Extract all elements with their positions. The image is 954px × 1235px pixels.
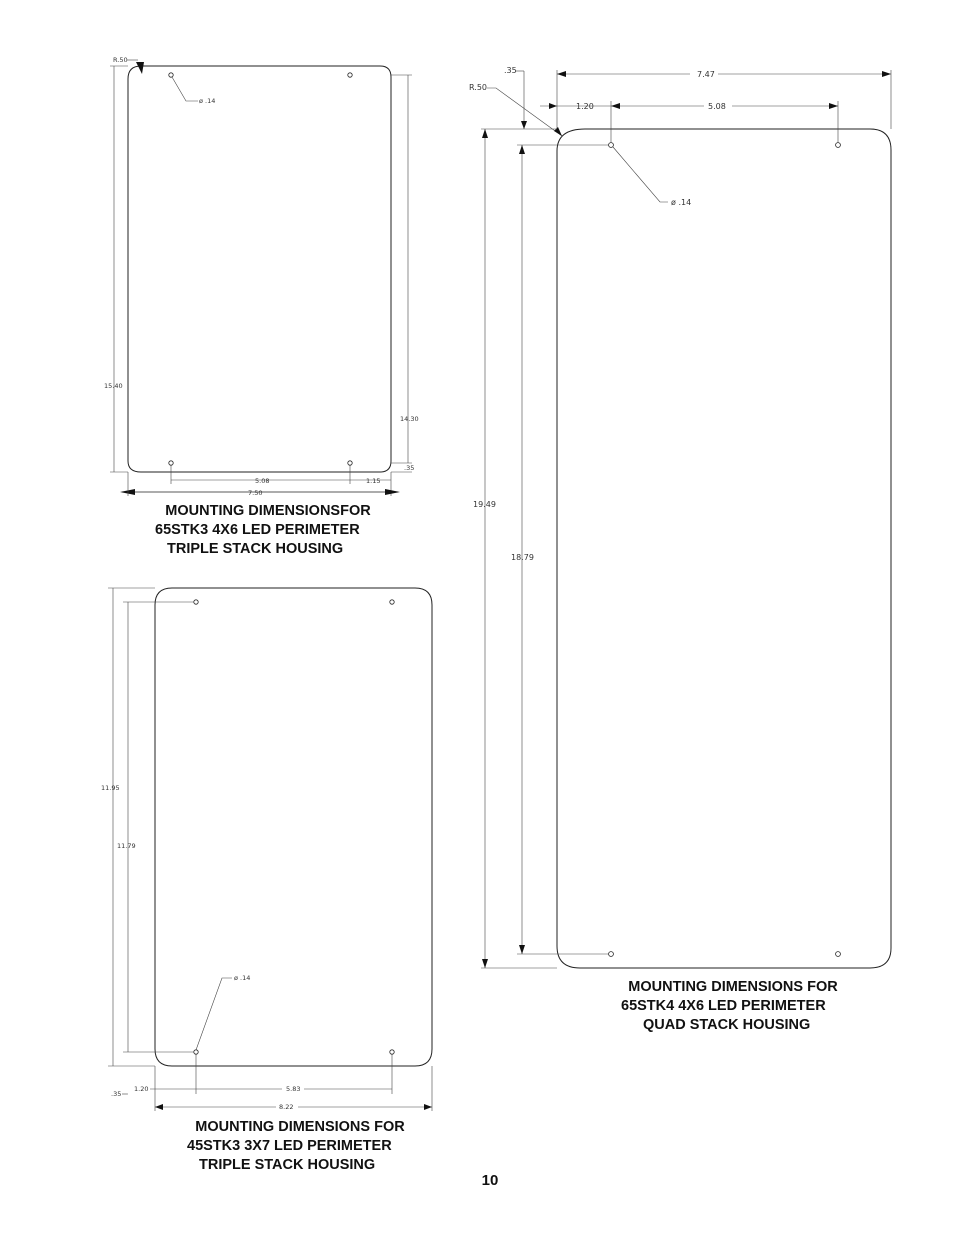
dim-hole-spacing: 5.08 (255, 477, 270, 485)
dim-radius: R.50 (469, 83, 487, 92)
dim-hole-offset: 1.15 (366, 477, 381, 485)
caption-line: TRIPLE STACK HOUSING (167, 541, 344, 557)
dim-height-holes: 14.30 (400, 415, 419, 423)
caption-line: 65STK3 4X6 LED PERIMETER (155, 522, 360, 538)
caption-line: QUAD STACK HOUSING (643, 1017, 811, 1033)
mount-hole (609, 143, 614, 148)
plate-outline-45stk3 (155, 588, 432, 1066)
caption-45stk3 (182, 1118, 418, 1175)
mount-hole (836, 952, 841, 957)
plate-outline-65stk4 (557, 129, 891, 968)
dim-width-overall: 7.47 (697, 70, 715, 79)
mount-hole (836, 143, 841, 148)
dim-width-overall: 8.22 (279, 1103, 294, 1111)
dim-hole-diameter: ø .14 (671, 198, 692, 207)
mount-hole (169, 73, 173, 77)
dim-hole-offset: 1.20 (134, 1085, 149, 1093)
mount-hole (609, 952, 614, 957)
dim-edge: .35 (504, 66, 517, 75)
drawing-65stk4 (469, 66, 891, 968)
page-number: 10 (481, 1172, 499, 1189)
dim-hole-diameter: ø .14 (234, 974, 251, 982)
mount-hole (348, 461, 352, 465)
dim-edge: .35 (404, 464, 415, 472)
mount-hole (194, 1050, 198, 1054)
mount-hole (348, 73, 352, 77)
caption-line: 65STK4 4X6 LED PERIMETER (621, 998, 826, 1014)
caption-line: MOUNTING DIMENSIONS FOR (628, 979, 838, 995)
dim-height-overall: 19.49 (473, 500, 496, 509)
dim-hole-diameter: ø .14 (199, 97, 216, 105)
dim-height-overall: 11.95 (101, 784, 120, 792)
caption-line: 45STK3 3X7 LED PERIMETER (187, 1138, 392, 1154)
mount-hole (194, 600, 198, 604)
dim-height-holes: 11.79 (117, 842, 136, 850)
caption-65stk4 (615, 978, 851, 1035)
dim-width-overall: 7.50 (248, 489, 263, 497)
dim-hole-spacing: 5.83 (286, 1085, 301, 1093)
mount-hole (169, 461, 173, 465)
caption-line: TRIPLE STACK HOUSING (199, 1157, 376, 1173)
dim-radius: R.50 (113, 56, 128, 64)
caption-line: MOUNTING DIMENSIONSFOR (165, 503, 371, 519)
mount-hole (390, 600, 394, 604)
dim-hole-offset: 1.20 (576, 102, 594, 111)
drawing-45stk3 (101, 588, 432, 1111)
dim-hole-spacing: 5.08 (708, 102, 726, 111)
plate-outline-65stk3 (128, 66, 391, 472)
mount-hole (390, 1050, 394, 1054)
caption-line: MOUNTING DIMENSIONS FOR (195, 1119, 405, 1135)
dim-height-overall: 15.40 (104, 382, 123, 390)
dim-height-holes: 18.79 (511, 553, 534, 562)
caption-65stk3 (150, 502, 386, 559)
dim-edge: .35 (111, 1090, 122, 1098)
drawing-65stk3 (104, 56, 419, 497)
